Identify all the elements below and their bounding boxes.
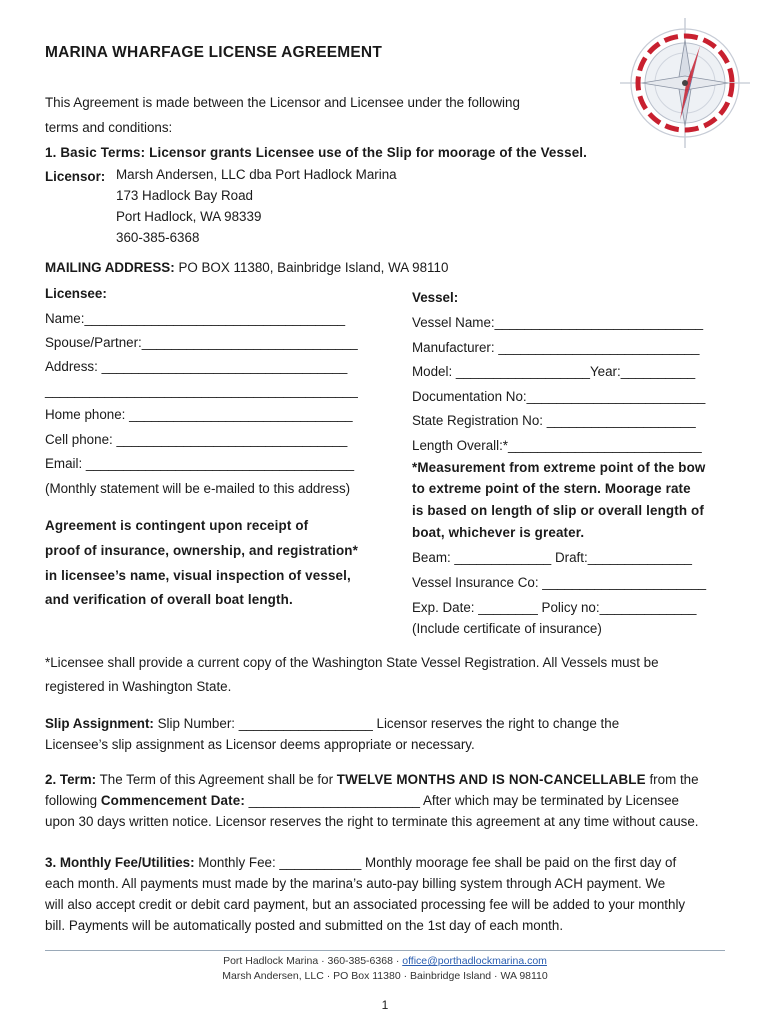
registration-note-2: registered in Washington State.: [45, 679, 232, 694]
term-text-b: from the: [649, 772, 699, 787]
licensee-email-field[interactable]: Email: ____________________________________: [45, 456, 355, 471]
licensee-spouse-field[interactable]: Spouse/Partner:_____________________________: [45, 335, 358, 350]
term-text-a: The Term of this Agreement shall be for: [99, 772, 334, 787]
licensor-city: Port Hadlock, WA 98339: [116, 209, 262, 224]
document-title: MARINA WHARFAGE LICENSE AGREEMENT: [45, 44, 382, 61]
mailing-label: MAILING ADDRESS:: [45, 260, 175, 275]
slip-number-field[interactable]: Slip Number: __________________ Licensor reserves the right to change the: [157, 716, 620, 731]
contingent-line-3: in licensee’s name, visual inspection of vessel,: [45, 568, 351, 583]
slip-label: Slip Assignment:: [45, 716, 154, 731]
measurement-note-1: *Measurement from extreme point of the bow: [412, 460, 706, 475]
exp-policy-field[interactable]: Exp. Date: ________ Policy no:_____________: [412, 600, 697, 615]
slip-assignment-line-2: Licensee’s slip assignment as Licensor deems appropriate or necessary.: [45, 737, 475, 752]
slip-assignment-line-1: [45, 714, 619, 734]
contingent-line-2: proof of insurance, ownership, and registration*: [45, 543, 358, 558]
statement-note: (Monthly statement will be e-mailed to this address): [45, 481, 351, 496]
mailing-address: [45, 258, 448, 278]
commencement-date-field[interactable]: _______________________ After which may be terminated by Licensee: [248, 793, 679, 808]
fee-line-4: bill. Payments will be automatically posted and submitted on the 1st day of each month.: [45, 918, 564, 933]
licensor-name: Marsh Andersen, LLC dba Port Hadlock Marina: [116, 167, 397, 182]
measurement-note-4: boat, whichever is greater.: [412, 525, 585, 540]
certificate-note: (Include certificate of insurance): [412, 621, 602, 636]
basic-terms-heading: 1. Basic Terms: Licensor grants Licensee use of the Slip for moorage of the Vessel.: [45, 145, 588, 160]
contingent-line-4: and verification of overall boat length.: [45, 592, 293, 607]
footer-email-link[interactable]: office@porthadlockmarina.com: [402, 955, 547, 967]
footer-divider: [45, 950, 725, 951]
footer-line-1: [0, 955, 770, 967]
beam-draft-field[interactable]: Beam: _____________ Draft:______________: [412, 550, 692, 565]
commencement-label: Commencement Date:: [100, 793, 245, 808]
model-year-field[interactable]: Model: __________________Year:__________: [412, 364, 696, 379]
vessel-name-field[interactable]: Vessel Name:____________________________: [412, 315, 704, 330]
term-line-2: [45, 791, 679, 811]
contingent-line-1: Agreement is contingent upon receipt of: [45, 518, 309, 533]
licensee-heading: Licensee:: [45, 286, 107, 301]
term-label: 2. Term:: [45, 772, 97, 787]
documentation-no-field[interactable]: Documentation No:________________________: [412, 389, 706, 404]
term-following: following: [45, 793, 98, 808]
footer-line-2: Marsh Andersen, LLC · PO Box 11380 · Bainbridge Island · WA 98110: [222, 970, 548, 982]
intro-line-1: This Agreement is made between the Licensor and Licensee under the following: [45, 95, 520, 110]
fee-line-1: [45, 853, 676, 873]
page-number: 1: [381, 998, 389, 1012]
licensor-street: 173 Hadlock Bay Road: [116, 188, 253, 203]
licensee-name-field[interactable]: Name:___________________________________: [45, 311, 346, 326]
manufacturer-field[interactable]: Manufacturer: ___________________________: [412, 340, 700, 355]
fee-line-2: each month. All payments must made by the marina’s auto-pay billing system through ACH payment. We: [45, 876, 666, 891]
measurement-note-2: to extreme point of the stern. Moorage rate: [412, 481, 691, 496]
monthly-fee-field[interactable]: Monthly Fee: ___________ Monthly moorage fee shall be paid on the first day of: [198, 855, 677, 870]
licensee-home-phone-field[interactable]: Home phone: ______________________________: [45, 407, 353, 422]
intro-line-2: terms and conditions:: [45, 120, 173, 135]
state-registration-field[interactable]: State Registration No: ____________________: [412, 413, 696, 428]
licensee-address-field[interactable]: Address: _________________________________: [45, 359, 348, 374]
registration-note-1: *Licensee shall provide a current copy of the Washington State Vessel Registration. All Vessels must be: [45, 655, 659, 670]
term-line-3: upon 30 days written notice. Licensor reserves the right to terminate this agreement at any time without cause.: [45, 814, 699, 829]
mailing-value: PO BOX 11380, Bainbridge Island, WA 98110: [178, 260, 449, 275]
term-emphasis: TWELVE MONTHS AND IS NON-CANCELLABLE: [336, 772, 646, 787]
licensee-address-line-2[interactable]: __________________________________________: [45, 383, 358, 398]
licensee-cell-phone-field[interactable]: Cell phone: _______________________________: [45, 432, 348, 447]
compass-rose-icon: [620, 18, 750, 148]
footer-contact: Port Hadlock Marina · 360-385-6368 ·: [223, 955, 403, 967]
fee-line-3: will also accept credit or debit card payment, but an associated processing fee will be added to your monthly: [45, 897, 686, 912]
length-overall-field[interactable]: Length Overall:*__________________________: [412, 438, 702, 453]
fee-label: 3. Monthly Fee/Utilities:: [45, 855, 195, 870]
vessel-heading: Vessel:: [412, 290, 459, 305]
licensor-phone: 360-385-6368: [116, 230, 200, 245]
measurement-note-3: is based on length of slip or overall length of: [412, 503, 704, 518]
term-line-1: [45, 770, 699, 790]
licensor-label: Licensor:: [45, 169, 106, 184]
vessel-insurance-field[interactable]: Vessel Insurance Co: ______________________: [412, 575, 707, 590]
